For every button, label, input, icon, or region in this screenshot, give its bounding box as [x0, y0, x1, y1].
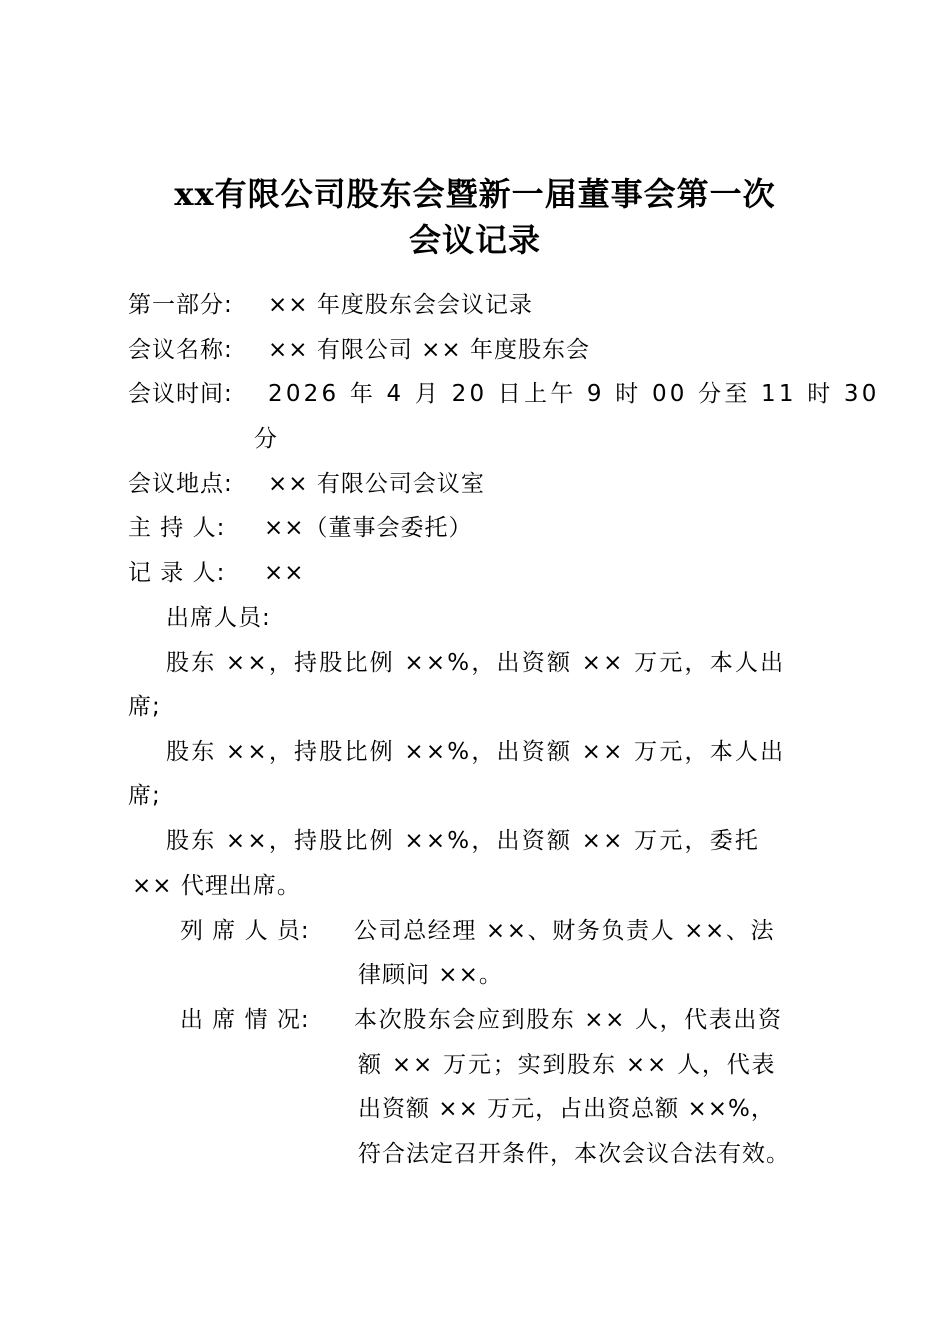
field-part-label: 第一部分: — [128, 292, 233, 318]
field-meeting-name-value: ×× 有限公司 ×× 年度股东会 — [268, 337, 591, 363]
attendee-3-line-1: 股东 ××，持股比例 ××%，出资额 ×× 万元，委托 — [166, 828, 761, 854]
document-title-line-2: 会议记录 — [408, 221, 541, 259]
attendee-2-line-1: 股东 ××，持股比例 ××%，出资额 ×× 万元，本人出 — [166, 739, 786, 765]
field-host — [128, 513, 473, 543]
field-host-label: 主 持 人: — [128, 515, 226, 541]
field-recorder-label: 记 录 人: — [128, 560, 226, 586]
attendee-3-line-2: ×× 代理出席。 — [132, 873, 301, 899]
field-meeting-name-label: 会议名称: — [128, 337, 233, 363]
attendance-line-3: 出资额 ×× 万元，占出资总额 ××%， — [358, 1096, 775, 1122]
attendees-heading: 出席人员: — [166, 605, 271, 631]
field-meeting-place — [128, 469, 485, 499]
attendee-2-line-2: 席; — [128, 783, 161, 809]
attendee-1-line-1: 股东 ××，持股比例 ××%，出资额 ×× 万元，本人出 — [166, 650, 786, 676]
field-recorder — [128, 558, 305, 588]
attendance-label: 出 席 情 况: — [180, 1007, 310, 1033]
non-voting-line-2: 律顾问 ××。 — [358, 962, 503, 988]
field-recorder-value: ×× — [264, 560, 305, 586]
field-part-value: ×× 年度股东会会议记录 — [268, 292, 533, 318]
field-meeting-time-continued: 分 — [254, 426, 278, 452]
field-meeting-place-label: 会议地点: — [128, 471, 233, 497]
attendance-line-1: 本次股东会应到股东 ×× 人，代表出资 — [354, 1007, 783, 1033]
field-part — [128, 290, 533, 320]
document-title-line-1: xx有限公司股东会暨新一届董事会第一次 — [174, 175, 776, 213]
non-voting-line-1: 公司总经理 ××、财务负责人 ××、法 — [354, 918, 776, 944]
field-meeting-time-value: 2026 年 4 月 20 日上午 9 时 00 分至 11 时 30 — [268, 381, 880, 407]
field-meeting-name — [128, 335, 590, 365]
field-meeting-place-value: ×× 有限公司会议室 — [268, 471, 485, 497]
non-voting-label: 列 席 人 员: — [180, 918, 310, 944]
attendance-line-4: 符合法定召开条件，本次会议合法有效。 — [358, 1141, 790, 1167]
field-host-value: ××（董事会委托） — [264, 515, 473, 541]
field-meeting-time-label: 会议时间: — [128, 381, 233, 407]
attendance-line-2: 额 ×× 万元；实到股东 ×× 人，代表 — [358, 1052, 777, 1078]
field-meeting-time — [128, 379, 880, 409]
attendee-1-line-2: 席; — [128, 694, 161, 720]
